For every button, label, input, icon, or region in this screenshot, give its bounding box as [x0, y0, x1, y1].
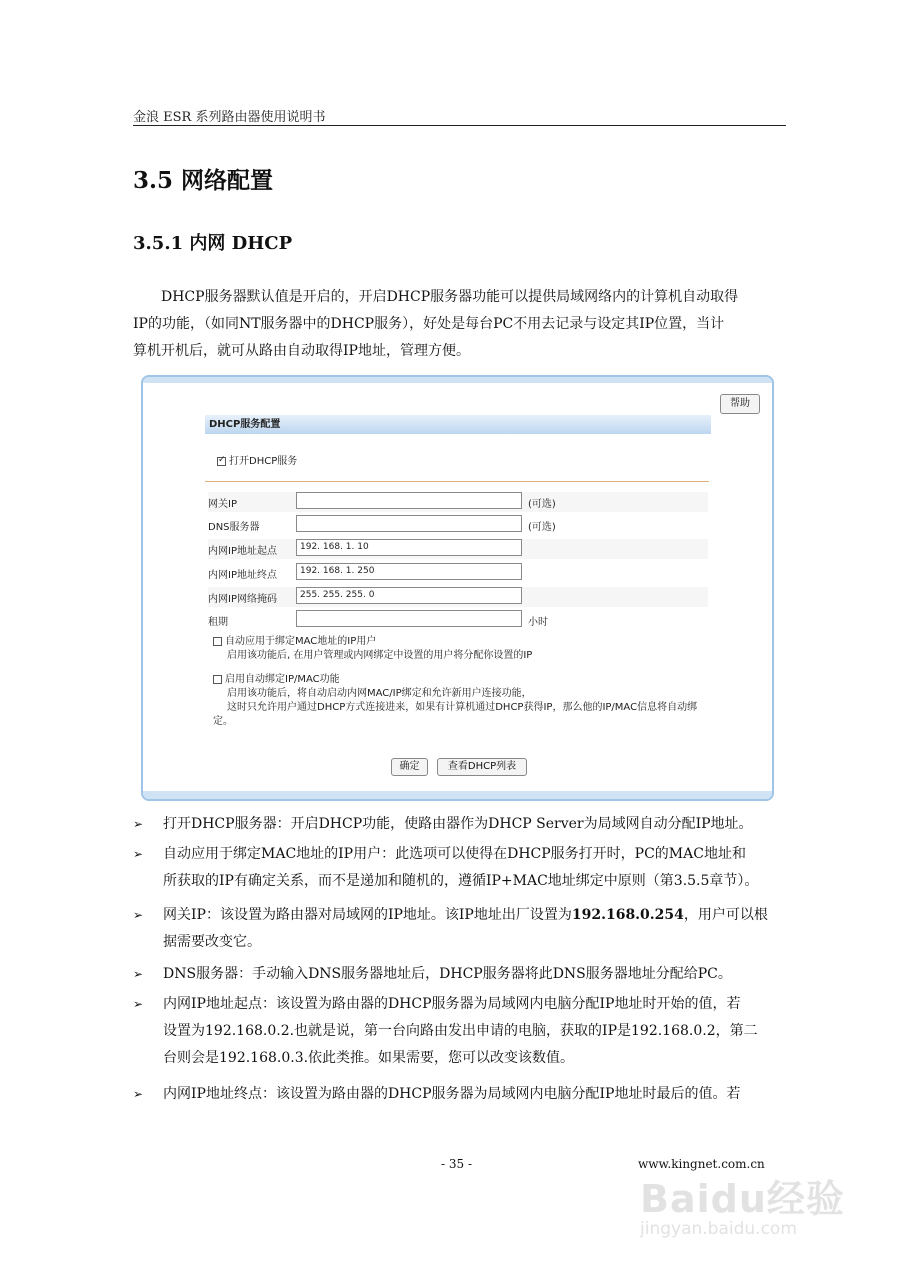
optional-note: (可选) — [528, 522, 556, 533]
watermark-url: jingyan.baidu.com — [640, 1219, 797, 1239]
screenshot-frame-bottom — [143, 791, 772, 799]
dns-server-input[interactable] — [296, 515, 522, 532]
help-button[interactable]: 帮助 — [720, 394, 760, 414]
view-dhcp-list-button[interactable]: 查看DHCP列表 — [437, 758, 527, 776]
watermark-logo: Baidu经验 — [640, 1177, 845, 1221]
auto-bind-desc: 启用该功能后，将自动启动内网MAC/IP绑定和允许新用户连接功能， — [227, 688, 532, 699]
bullet-text: DNS服务器：手动输入DNS服务器地址后，DHCP服务器将此DNS服务器地址分配给PC。 — [163, 966, 732, 982]
bullet-arrow-icon: ➢ — [133, 967, 144, 981]
auto-mac-line[interactable] — [213, 635, 703, 649]
bullet-item — [133, 991, 785, 1072]
auto-bind-line[interactable] — [213, 673, 703, 687]
hours-unit: 小时 — [528, 617, 548, 628]
bullet-text: 台则会是192.168.0.3.依此类推。如果需要，您可以改变该数值。 — [163, 1050, 575, 1066]
ip-start-row — [208, 539, 708, 559]
bullet-text: 自动应用于绑定MAC地址的IP用户：此选项可以使得在DHCP服务打开时，PC的MAC地址和 — [163, 846, 746, 862]
bullet-arrow-icon: ➢ — [133, 908, 144, 922]
auto-bind-desc: 定。 — [213, 716, 233, 727]
enable-dhcp-label: 打开DHCP服务 — [229, 456, 298, 467]
field-label: DNS服务器 — [208, 522, 260, 533]
bullet-text: 内网IP地址起点：该设置为路由器的DHCP服务器为局域网内电脑分配IP地址时开始的值，若 — [163, 996, 741, 1012]
auto-bind-option — [213, 673, 703, 729]
dhcp-config-screenshot — [141, 375, 774, 801]
bullet-item — [133, 811, 785, 838]
ip-end-row — [208, 563, 708, 583]
field-label: 内网IP地址起点 — [208, 546, 277, 557]
ip-start-input[interactable]: 192. 168. 1. 10 — [296, 539, 522, 556]
intro-line: 算机开机后，就可从路由自动取得IP地址，管理方便。 — [133, 343, 470, 359]
intro-line: DHCP服务器默认值是开启的，开启DHCP服务器功能可以提供局域网络内的计算机自动取得 — [161, 289, 739, 305]
auto-bind-label: 启用自动绑定IP/MAC功能 — [225, 674, 340, 685]
screenshot-frame-top — [143, 377, 772, 383]
bullet-text-pre: 网关IP：该设置为路由器对局域网的IP地址。该IP地址出厂设置为 — [163, 907, 572, 923]
enable-dhcp-option[interactable] — [217, 452, 297, 467]
page-number: - 35 - — [441, 1157, 473, 1171]
lease-row — [208, 610, 708, 630]
header-rule — [133, 125, 786, 126]
bullet-arrow-icon: ➢ — [133, 817, 144, 831]
bullet-text: 所获取的IP有确定关系，而不是递加和随机的，遵循IP+MAC地址绑定中原则（第3.5.5章节）。 — [163, 873, 759, 889]
default-ip: 192.168.0.254 — [571, 907, 684, 923]
bullet-item — [133, 1081, 785, 1108]
bullet-item — [133, 961, 785, 988]
netmask-row — [208, 587, 708, 607]
subsection-title: 3.5.1 内网 DHCP — [133, 233, 293, 254]
auto-mac-checkbox[interactable] — [213, 637, 222, 646]
field-label: 内网IP地址终点 — [208, 570, 277, 581]
lease-input[interactable] — [296, 610, 522, 627]
confirm-button[interactable]: 确定 — [391, 758, 428, 776]
dns-server-row — [208, 515, 708, 535]
section-divider — [205, 481, 709, 482]
auto-bind-desc: 这时只允许用户通过DHCP方式连接进来，如果有计算机通过DHCP获得IP，那么他的IP/MAC信息将自动绑 — [227, 702, 698, 713]
netmask-input[interactable]: 255. 255. 255. 0 — [296, 587, 522, 604]
ip-end-input[interactable]: 192. 168. 1. 250 — [296, 563, 522, 580]
gateway-ip-input[interactable] — [296, 492, 522, 509]
intro-line: IP的功能，（如同NT服务器中的DHCP服务），好处是每台PC不用去记录与设定其IP位置，当计 — [133, 316, 725, 332]
bullet-text: 打开DHCP服务器：开启DHCP功能，使路由器作为DHCP Server为局域网自动分配IP地址。 — [163, 816, 753, 832]
bullet-item — [133, 902, 785, 956]
bullet-item — [133, 841, 785, 895]
field-label: 网关IP — [208, 499, 237, 510]
baidu-watermark — [640, 1168, 845, 1239]
bullet-arrow-icon: ➢ — [133, 847, 144, 861]
bullet-text: 据需要改变它。 — [163, 934, 261, 950]
bullet-text-post: ，用户可以根 — [683, 907, 768, 923]
footer-website: www.kingnet.com.cn — [638, 1157, 765, 1171]
intro-paragraph — [133, 284, 785, 365]
enable-dhcp-checkbox[interactable] — [217, 457, 226, 466]
auto-bind-checkbox[interactable] — [213, 675, 222, 684]
bullet-text: 设置为192.168.0.2.也就是说，第一台向路由发出申请的电脑，获取的IP是192.168.0.2，第二 — [163, 1023, 758, 1039]
auto-mac-label: 自动应用于绑定MAC地址的IP用户 — [225, 636, 377, 647]
running-header: 金浪 ESR 系列路由器使用说明书 — [133, 110, 326, 125]
bullet-arrow-icon: ➢ — [133, 1087, 144, 1101]
dhcp-section-title: DHCP服务配置 — [205, 415, 711, 434]
section-title: 3.5 网络配置 — [133, 167, 274, 194]
bullet-text — [163, 902, 785, 929]
optional-note: (可选) — [528, 499, 556, 510]
gateway-ip-row — [208, 492, 708, 512]
field-label: 内网IP网络掩码 — [208, 594, 277, 605]
auto-mac-option — [213, 635, 703, 663]
bullet-text: 内网IP地址终点：该设置为路由器的DHCP服务器为局域网内电脑分配IP地址时最后的值。若 — [163, 1086, 741, 1102]
auto-mac-desc: 启用该功能后, 在用户管理或内网绑定中设置的用户将分配你设置的IP — [227, 650, 533, 661]
field-label: 租期 — [208, 617, 228, 628]
bullet-arrow-icon: ➢ — [133, 997, 144, 1011]
